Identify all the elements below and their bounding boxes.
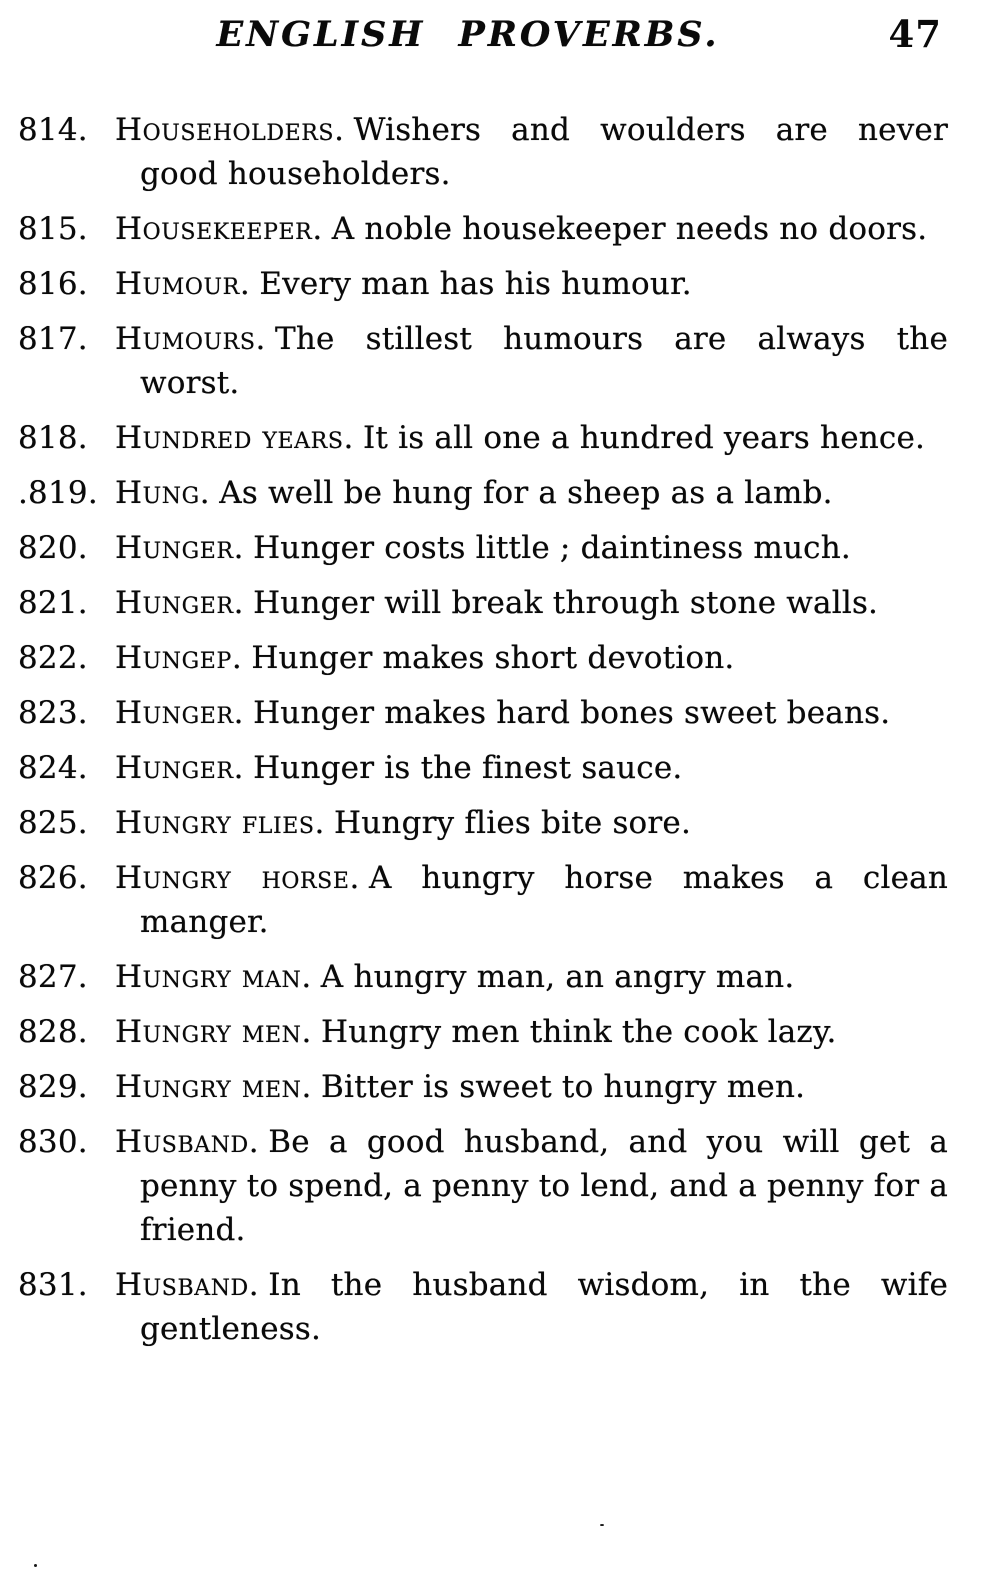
entry-headword: Humour. [115,266,251,302]
proverb-entry-820 [18,526,948,570]
scan-speck [34,1564,37,1567]
entry-text: A hungry horse makes a clean manger. [140,860,948,940]
proverb-entry-830 [18,1120,948,1252]
entry-headword: Housekeeper. [115,211,323,247]
proverb-entry-826 [18,856,948,944]
entry-headword: Hungry men. [115,1069,312,1105]
entry-number: 815. [18,211,88,247]
entry-headword: Hungry man. [115,959,312,995]
entry-text: As well be hung for a sheep as a lamb. [219,475,833,511]
entry-headword: Husband. [115,1124,260,1160]
entry-text: Hunger is the finest sauce. [253,750,683,786]
entry-text: The stillest humours are always the worst. [140,321,948,401]
entry-text: A noble housekeeper needs no doors. [331,211,928,247]
entry-number: .819. [18,475,98,511]
entry-number: 816. [18,266,88,302]
entry-headword: Husband. [115,1267,260,1303]
entry-text: Wishers and woulders are never good householders. [140,112,948,192]
proverb-entry-831 [18,1263,948,1351]
entry-number: 824. [18,750,88,786]
entry-number: 827. [18,959,88,995]
entry-headword: Hungry horse. [115,860,360,896]
proverb-entry-821 [18,581,948,625]
proverb-entry-822 [18,636,948,680]
proverb-entry-823 [18,691,948,735]
entry-text: Hunger makes short devotion. [251,640,735,676]
entry-headword: Hungep. [115,640,243,676]
entry-number: 821. [18,585,88,621]
entry-text: Hunger costs little ; daintiness much. [253,530,851,566]
scan-speck [600,1524,604,1526]
entry-number: 817. [18,321,88,357]
entry-text: It is all one a hundred years hence. [362,420,926,456]
entry-number: 830. [18,1124,88,1160]
entry-headword: Hungry flies. [115,805,326,841]
proverb-entry-829 [18,1065,948,1109]
entry-headword: Householders. [115,112,345,148]
entry-number: 831. [18,1267,88,1303]
entry-headword: Hungry men. [115,1014,312,1050]
proverb-entry-816 [18,262,948,306]
entry-headword: Hundred years. [115,420,354,456]
proverb-entry-818 [18,416,948,460]
entry-text: Bitter is sweet to hungry men. [320,1069,806,1105]
entry-text: Hunger will break through stone walls. [253,585,879,621]
entry-text: In the husband wisdom, in the wife gentleness. [140,1267,948,1347]
entry-text: Every man has his humour. [259,266,692,302]
entry-headword: Hunger. [115,530,245,566]
proverb-list [0,108,1000,1351]
entry-number: 814. [18,112,88,148]
entry-headword: Hunger. [115,585,245,621]
entry-headword: Hung. [115,475,211,511]
proverb-entry-828 [18,1010,948,1054]
entry-headword: Hunger. [115,695,245,731]
entry-number: 828. [18,1014,88,1050]
page-number: 47 [888,12,942,56]
entry-number: 820. [18,530,88,566]
proverb-entry-814 [18,108,948,196]
entry-text: Hungry flies bite sore. [334,805,692,841]
entry-number: 823. [18,695,88,731]
entry-number: 818. [18,420,88,456]
entry-number: 822. [18,640,88,676]
entry-number: 829. [18,1069,88,1105]
entry-text: Be a good husband, and you will get a penny to spend, a penny to lend, and a penny for a friend. [140,1124,948,1248]
page-header [0,0,1000,70]
proverb-entry-824 [18,746,948,790]
proverb-entry-819 [18,471,948,515]
proverb-entry-827 [18,955,948,999]
proverb-entry-817 [18,317,948,405]
entry-headword: Humours. [115,321,266,357]
entry-text: A hungry man, an angry man. [320,959,795,995]
entry-number: 826. [18,860,88,896]
entry-headword: Hunger. [115,750,245,786]
running-title: ENGLISH PROVERBS. [216,14,720,55]
entry-text: Hungry men think the cook lazy. [320,1014,837,1050]
proverb-entry-825 [18,801,948,845]
proverb-entry-815 [18,207,948,251]
entry-text: Hunger makes hard bones sweet beans. [253,695,891,731]
entry-number: 825. [18,805,88,841]
